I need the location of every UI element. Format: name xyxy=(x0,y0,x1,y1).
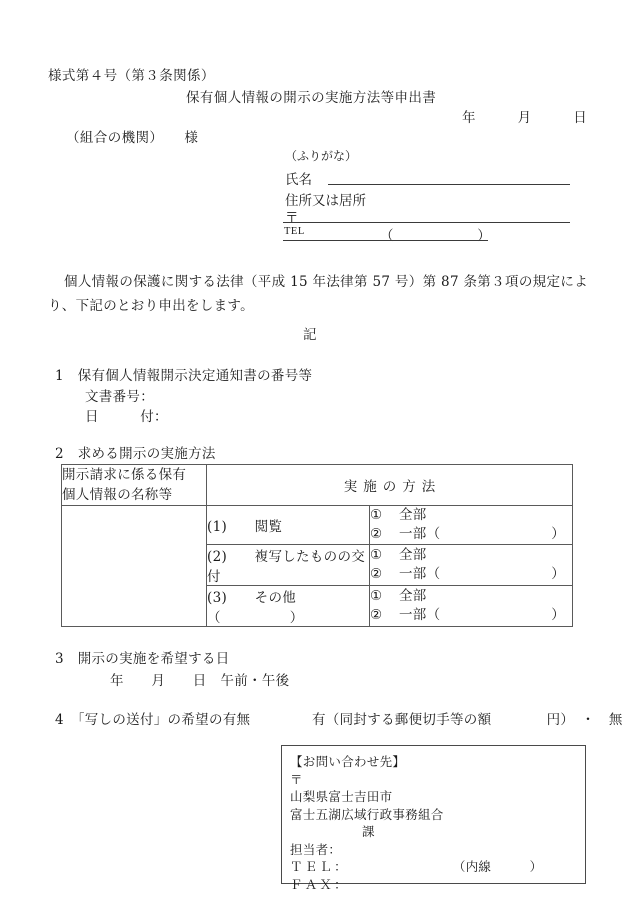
contact-title: 【お問い合わせ先】 xyxy=(290,754,406,769)
legal-basis-paragraph: 個人情報の保護に関する法律（平成 15 年法律第 57 号）第 87 条第３項の規定により、下記のとおり申出をします。 xyxy=(48,274,588,314)
page-title: 保有個人情報の開示の実施方法等申出書 xyxy=(186,90,437,106)
scope-cell-1 xyxy=(370,506,573,545)
telephone-input-rule[interactable] xyxy=(283,240,488,241)
scope-option-all[interactable] xyxy=(370,506,572,525)
contact-organization: 富士五湖広域行政事務組合 xyxy=(290,806,444,822)
circled-2-icon: ② xyxy=(370,566,383,582)
method-2-label: 複写したものの交付 xyxy=(207,549,366,585)
table-header-subject-line1: 開示請求に係る保有 xyxy=(62,467,187,483)
addressee-line: （組合の機関） 様 xyxy=(66,130,199,146)
contact-postal-label: 〒 xyxy=(290,771,303,787)
section-2-title: 求める開示の実施方法 xyxy=(77,446,216,462)
telephone-label: TEL xyxy=(284,226,305,237)
disclosure-method-table xyxy=(61,464,573,627)
scope-partial-close: ） xyxy=(551,526,565,542)
copy-delivery-options[interactable]: 有（同封する郵便切手等の額 円） ・ 無 xyxy=(312,712,623,728)
scope-partial-close: ） xyxy=(551,607,565,623)
section-3-title: 開示の実施を希望する日 xyxy=(77,651,230,667)
scope-cell-2 xyxy=(370,545,573,586)
section-1-title: 保有個人情報開示決定通知書の番号等 xyxy=(77,368,313,384)
section-2-heading xyxy=(55,442,216,462)
section-3-heading xyxy=(55,647,230,667)
postal-code-label: 〒 xyxy=(285,210,299,226)
method-3-label: その他 （ ） xyxy=(207,590,310,626)
furigana-label: （ふりがな） xyxy=(285,149,358,163)
method-3-index: (3) xyxy=(207,590,228,606)
scope-cell-3 xyxy=(370,586,573,627)
section-4-title: 「写しの送付」の希望の有無 xyxy=(77,712,251,728)
table-header-row xyxy=(62,465,573,506)
address-input-rule[interactable] xyxy=(283,222,570,223)
scope-partial-label: 一部（ xyxy=(399,607,441,623)
contact-telephone-row xyxy=(290,858,585,876)
submission-date-line: 年 月 日 xyxy=(462,110,588,126)
method-option-3[interactable] xyxy=(207,586,370,627)
circled-1-icon: ① xyxy=(370,547,383,563)
method-option-1[interactable] xyxy=(207,506,370,545)
circled-2-icon: ② xyxy=(370,526,383,542)
contact-extension: （内線 ） xyxy=(452,859,543,874)
scope-all-label: 全部 xyxy=(399,507,427,523)
section-3-number: 3 xyxy=(55,651,64,667)
section-1-heading xyxy=(55,364,312,384)
contact-city: 山梨県富士吉田市 xyxy=(290,789,393,804)
scope-all-label: 全部 xyxy=(399,588,427,604)
contact-tel-label: ＴＥＬ： xyxy=(290,859,349,874)
table-header-method: 実施の方法 xyxy=(207,465,573,506)
telephone-parens: （ ） xyxy=(380,228,492,244)
method-1-label: 閲覧 xyxy=(254,519,283,535)
scope-option-partial[interactable] xyxy=(370,606,572,625)
scope-option-all[interactable] xyxy=(370,546,572,565)
name-input-rule[interactable] xyxy=(328,184,570,185)
contact-person-label: 担当者： xyxy=(290,841,342,857)
scope-option-partial[interactable] xyxy=(370,525,572,544)
section-2-number: 2 xyxy=(55,446,64,462)
method-2-index: (2) xyxy=(207,549,228,565)
section-4-heading xyxy=(55,708,250,728)
desired-date-line[interactable]: 年 月 日 午前・午後 xyxy=(110,673,290,689)
subject-name-input-cell[interactable] xyxy=(62,506,207,627)
scope-option-all[interactable] xyxy=(370,587,572,606)
contact-fax-label: ＦＡＸ： xyxy=(290,876,349,892)
document-number-label: 文書番号： xyxy=(85,389,154,405)
section-4-number: 4 xyxy=(55,712,64,728)
scope-partial-close: ） xyxy=(551,566,565,582)
circled-2-icon: ② xyxy=(370,607,383,623)
scope-option-partial[interactable] xyxy=(370,565,572,584)
method-option-2[interactable] xyxy=(207,545,370,586)
document-date-label: 日 付： xyxy=(85,409,168,425)
contact-department: 課 xyxy=(362,824,375,839)
form-code-label: 様式第４号（第３条関係） xyxy=(48,68,215,84)
section-1-number: 1 xyxy=(55,368,64,384)
scope-partial-label: 一部（ xyxy=(399,526,441,542)
circled-1-icon: ① xyxy=(370,507,383,523)
table-header-subject-line2: 個人情報の名称等 xyxy=(62,487,173,503)
method-1-index: (1) xyxy=(207,519,228,535)
table-row xyxy=(62,506,573,545)
address-label: 住所又は居所 xyxy=(285,193,366,209)
scope-partial-label: 一部（ xyxy=(399,566,441,582)
scope-all-label: 全部 xyxy=(399,547,427,563)
table-header-subject xyxy=(62,465,207,506)
circled-1-icon: ① xyxy=(370,588,383,604)
ki-heading: 記 xyxy=(303,327,317,343)
name-label: 氏名 xyxy=(285,172,312,188)
contact-info-box xyxy=(281,745,586,892)
